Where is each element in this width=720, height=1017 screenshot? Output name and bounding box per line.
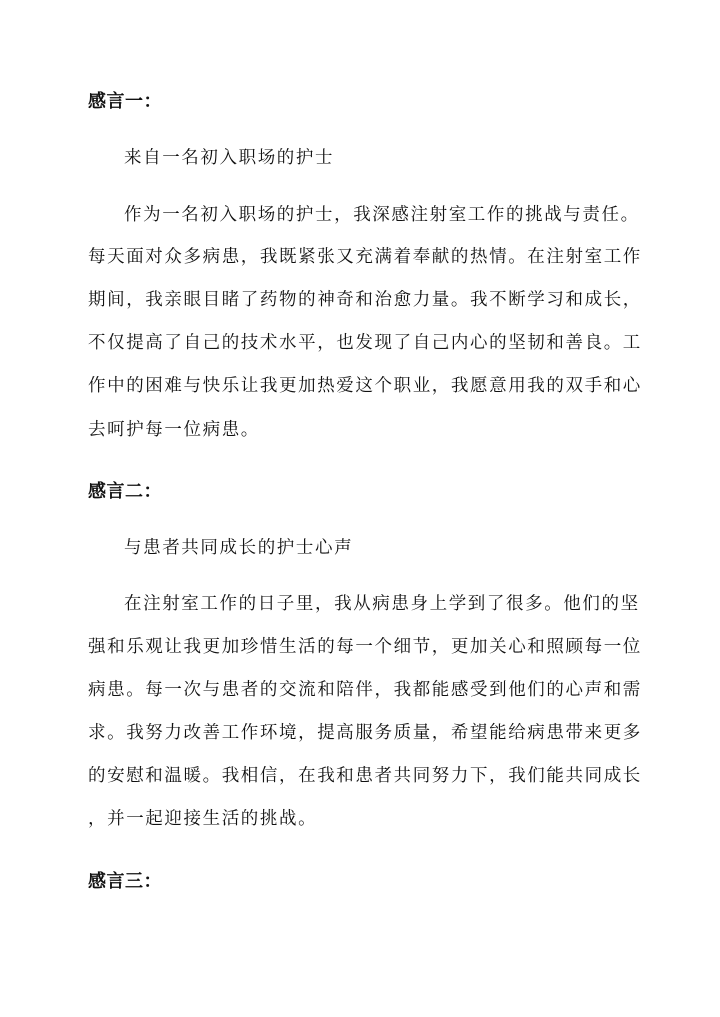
section-2-heading: 感言二：	[88, 481, 162, 502]
section-2-line-1: 在注射室工作的日子里，我从病患身上学到了很多。他们的坚	[124, 594, 640, 614]
section-2-line-3: 病患。每一次与患者的交流和陪伴，我都能感受到他们的心声和需	[88, 680, 642, 700]
section-1-heading: 感言一：	[88, 91, 162, 112]
section-2-line-2: 强和乐观让我更加珍惜生活的每一个细节，更加关心和照顾每一位	[88, 637, 642, 657]
section-2-line-4: 求。我努力改善工作环境，提高服务质量，希望能给病患带来更多	[88, 723, 642, 743]
section-2-subtitle: 与患者共同成长的护士心声	[124, 538, 354, 558]
section-1-line-6: 去呵护每一位病患。	[88, 420, 260, 440]
section-1-line-4: 不仅提高了自己的技术水平，也发现了自己内心的坚韧和善良。工	[88, 333, 642, 353]
section-2-line-6: ，并一起迎接生活的挑战。	[88, 809, 318, 829]
section-3-heading: 感言三：	[88, 871, 162, 892]
section-1-subtitle: 来自一名初入职场的护士	[124, 148, 335, 168]
section-1-line-5: 作中的困难与快乐让我更加热爱这个职业，我愿意用我的双手和心	[88, 376, 642, 396]
section-1-line-3: 期间，我亲眼目睹了药物的神奇和治愈力量。我不断学习和成长，	[88, 290, 642, 310]
section-1-line-1: 作为一名初入职场的护士，我深感注射室工作的挑战与责任。	[124, 205, 640, 225]
section-1-line-2: 每天面对众多病患，我既紧张又充满着奉献的热情。在注射室工作	[88, 247, 642, 267]
section-2-line-5: 的安慰和温暖。我相信，在我和患者共同努力下，我们能共同成长	[88, 766, 642, 786]
